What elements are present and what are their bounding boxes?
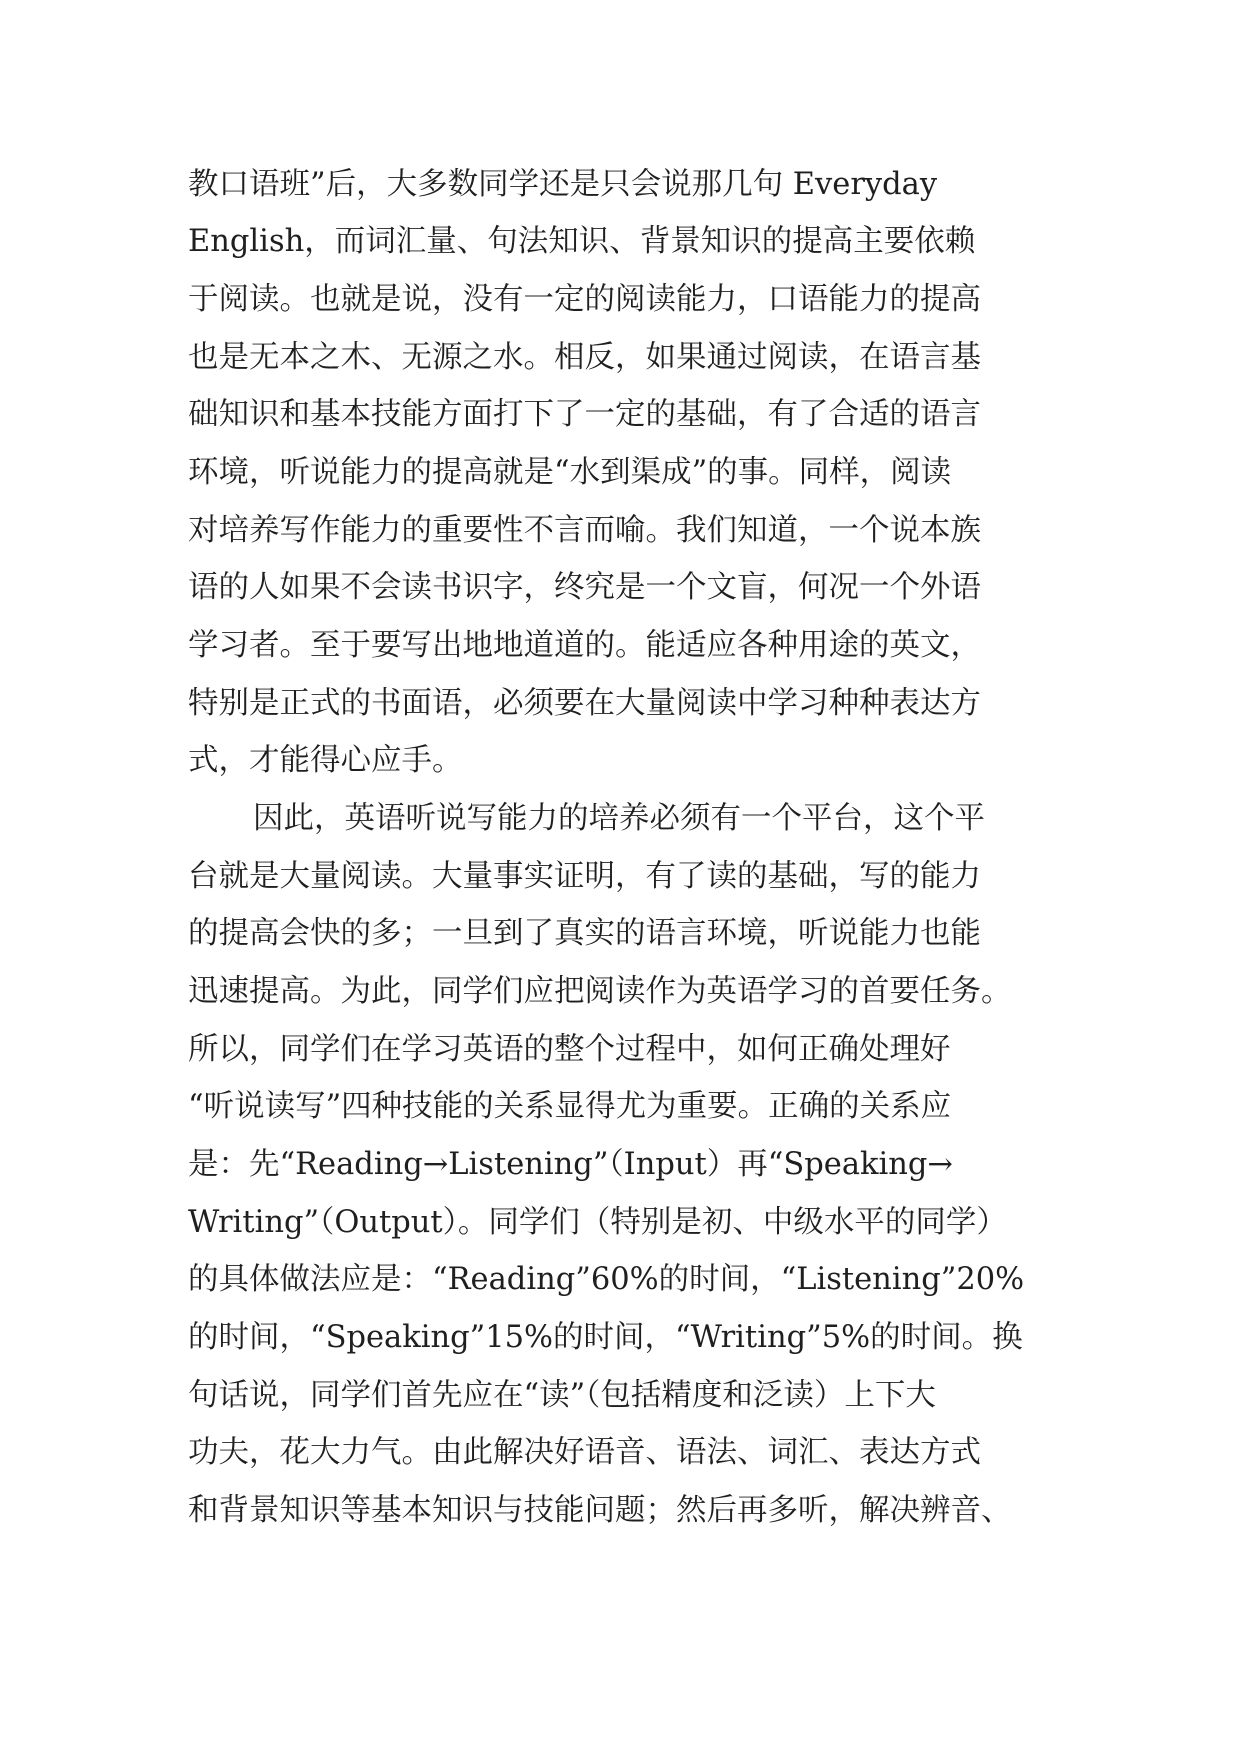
text-line: 句话说，同学们首先应在“读”（包括精度和泛读）上下大	[188, 1378, 936, 1413]
text-line: 所以，同学们在学习英语的整个过程中，如何正确处理好	[188, 1032, 951, 1067]
text-line: 是：先“Reading→Listening”（Input）再“Speaking→	[188, 1147, 953, 1182]
text-line: 迅速提高。为此，同学们应把阅读作为英语学习的首要任务。	[188, 974, 1012, 1009]
text-line: 对培养写作能力的重要性不言而喻。我们知道，一个说本族	[188, 513, 981, 548]
text-line: English，而词汇量、句法知识、背景知识的提高主要依赖	[188, 224, 976, 259]
text-line: 也是无本之木、无源之水。相反，如果通过阅读，在语言基	[188, 340, 981, 375]
text-line: “听说读写”四种技能的关系显得尤为重要。正确的关系应	[188, 1089, 952, 1124]
text-line: 语的人如果不会读书识字，终究是一个文盲，何况一个外语	[188, 570, 981, 605]
text-line: 的具体做法应是：“Reading”60%的时间，“Listening”20%	[188, 1262, 1025, 1297]
text-line: 学习者。至于要写出地地道道的。能适应各种用途的英文，	[188, 628, 981, 663]
text-line: 特别是正式的书面语，必须要在大量阅读中学习种种表达方	[188, 686, 981, 721]
text-line: Writing”（Output）。同学们（特别是初、中级水平的同学）	[188, 1205, 1007, 1240]
text-line: 式，才能得心应手。	[188, 743, 463, 778]
text-line: 功夫，花大力气。由此解决好语音、语法、词汇、表达方式	[188, 1435, 981, 1470]
text-line: 台就是大量阅读。大量事实证明，有了读的基础，写的能力	[188, 859, 981, 894]
text-line: 的提高会快的多；一旦到了真实的语言环境，听说能力也能	[188, 916, 981, 951]
text-line: 因此，英语听说写能力的培养必须有一个平台，这个平	[253, 801, 985, 836]
text-line: 于阅读。也就是说，没有一定的阅读能力，口语能力的提高	[188, 282, 981, 317]
text-line: 础知识和基本技能方面打下了一定的基础，有了合适的语言	[188, 397, 981, 432]
text-line: 环境，听说能力的提高就是“水到渠成”的事。同样，阅读	[188, 455, 952, 490]
text-line: 的时间，“Speaking”15%的时间，“Writing”5%的时间。换	[188, 1320, 1023, 1355]
text-line: 教口语班”后，大多数同学还是只会说那几句 Everyday	[188, 167, 938, 202]
text-line: 和背景知识等基本知识与技能问题；然后再多听，解决辨音、	[188, 1493, 1012, 1528]
